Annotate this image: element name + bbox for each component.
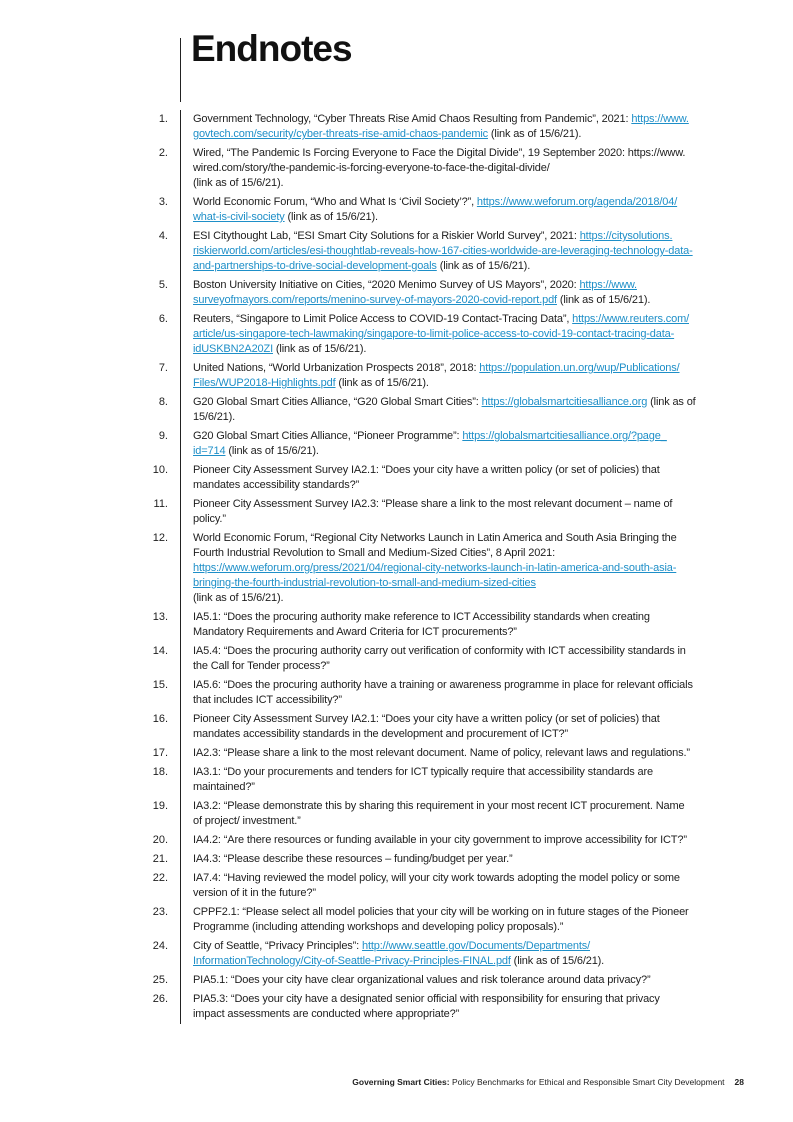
endnote-citation: City of Seattle, “Privacy Principles”: — [193, 940, 362, 952]
endnote-rule — [180, 903, 181, 937]
endnote-item — [0, 850, 793, 869]
endnote-rule — [180, 710, 181, 744]
endnote-number: 24. — [152, 940, 168, 952]
endnote-suffix: (link as of 15/6/21). — [284, 211, 378, 223]
endnote-number: 8. — [158, 396, 168, 408]
endnote-text — [193, 763, 748, 797]
endnote-item — [0, 144, 793, 193]
endnote-item — [0, 797, 793, 831]
endnote-text — [193, 797, 748, 831]
endnote-item — [0, 461, 793, 495]
endnote-text — [193, 642, 748, 676]
endnote-item — [0, 495, 793, 529]
endnote-rule — [180, 797, 181, 831]
endnote-number: 20. — [152, 834, 168, 846]
endnote-suffix: (link as of 15/6/21). — [487, 128, 582, 140]
endnote-citation: Pioneer City Assessment Survey IA2.1: “Does your city have a written policy (or set of policies) that mandates accessibility standards?” — [193, 464, 660, 491]
endnote-citation: G20 Global Smart Cities Alliance, “G20 Global Smart Cities”: — [193, 396, 482, 408]
endnote-number: 9. — [158, 430, 168, 442]
endnote-rule — [180, 495, 181, 529]
endnote-number: 7. — [158, 362, 168, 374]
endnote-text — [193, 427, 748, 461]
endnote-item — [0, 831, 793, 850]
endnote-citation: Pioneer City Assessment Survey IA2.1: “Does your city have a written policy (or set of policies) that mandates accessibility standards in the development and procurement of ICT?” — [193, 713, 660, 740]
endnote-number: 11. — [153, 498, 168, 510]
endnote-rule — [180, 310, 181, 359]
endnote-rule — [180, 831, 181, 850]
endnote-link[interactable]: https://www. govtech.com/security/cyber-threats-rise-amid-chaos-pandemic — [193, 113, 689, 140]
endnote-suffix: (link as of 15/6/21). — [193, 592, 284, 604]
endnote-rule — [180, 744, 181, 763]
endnote-rule — [180, 427, 181, 461]
endnote-citation: IA5.4: “Does the procuring authority carry out verification of conformity with ICT accessibility standards in the Call for Tender process?” — [193, 645, 686, 672]
endnote-rule — [180, 529, 181, 608]
endnote-text — [193, 276, 748, 310]
endnote-link[interactable]: https://www. surveyofmayors.com/reports/menino-survey-of-mayors-2020-covid-report.pdf — [193, 279, 637, 306]
endnote-text — [193, 850, 748, 869]
endnote-item — [0, 310, 793, 359]
endnote-item — [0, 642, 793, 676]
endnote-citation: IA4.2: “Are there resources or funding available in your city government to improve accessibility for ICT?” — [193, 834, 687, 846]
endnote-rule — [180, 144, 181, 193]
endnote-number: 13. — [152, 611, 168, 623]
endnote-item — [0, 903, 793, 937]
endnote-item — [0, 869, 793, 903]
endnote-citation: World Economic Forum, “Regional City Networks Launch in Latin America and South Asia Bringing the Fourth Industrial Revolution to Small and Medium-Sized Cities”, 8 April 2021: — [193, 532, 677, 559]
endnote-rule — [180, 990, 181, 1024]
endnote-rule — [180, 850, 181, 869]
footer-publication-title: Governing Smart Cities: — [352, 1077, 450, 1087]
endnote-text — [193, 227, 748, 276]
endnote-citation: Reuters, “Singapore to Limit Police Access to COVID-19 Contact-Tracing Data”, — [193, 313, 573, 325]
endnote-number: 22. — [152, 872, 168, 884]
endnote-rule — [180, 937, 181, 971]
endnote-suffix: (link as of 15/6/21). — [436, 260, 531, 272]
endnote-suffix: (link as of 15/6/21). — [193, 396, 696, 423]
endnote-item — [0, 193, 793, 227]
endnote-suffix: (link as of 15/6/21). — [335, 377, 429, 389]
endnote-item — [0, 676, 793, 710]
endnote-number: 14. — [152, 645, 168, 657]
endnote-link[interactable]: https://www.weforum.org/agenda/2018/04/ what-is-civil-society — [193, 196, 678, 223]
endnote-number: 6. — [158, 313, 168, 325]
endnote-item — [0, 393, 793, 427]
title-rule — [180, 38, 181, 102]
endnote-rule — [180, 608, 181, 642]
endnote-text — [193, 990, 748, 1024]
endnote-citation: CPPF2.1: “Please select all model policies that your city will be working on in future stages of the Pioneer Programme (including attending workshops and developing policy proposals).” — [193, 906, 689, 933]
endnote-item — [0, 971, 793, 990]
page-title: Endnotes — [191, 28, 352, 69]
endnote-text — [193, 310, 748, 359]
endnote-citation: IA5.1: “Does the procuring authority make reference to ICT Accessibility standards when creating Mandatory Requirements and Award Criteria for ICT procurements?” — [193, 611, 650, 638]
endnote-citation: Boston University Initiative on Cities, “2020 Menimo Survey of US Mayors”, 2020: — [193, 279, 580, 291]
endnote-rule — [180, 971, 181, 990]
endnote-number: 4. — [158, 230, 168, 242]
endnote-number: 25. — [152, 974, 168, 986]
endnote-suffix: (link as of 15/6/21). — [272, 343, 367, 355]
endnote-citation: ESI Citythought Lab, “ESI Smart City Solutions for a Riskier World Survey”, 2021: — [193, 230, 580, 242]
endnote-item — [0, 763, 793, 797]
endnote-citation: Wired, “The Pandemic Is Forcing Everyone to Face the Digital Divide”, 19 September 2020: https://www. wired.com/story/the-pandemic-is-forcing-everyone-to-face-the-digital-divide/ (link as of 15/6/21). — [193, 147, 686, 189]
endnote-rule — [180, 676, 181, 710]
page-footer — [352, 1077, 744, 1087]
endnotes-list — [0, 110, 793, 1024]
endnote-link[interactable]: https://www.weforum.org/press/2021/04/regional-city-networks-launch-in-latin-america-and-south-asia- bringing-the-fourth-industrial-revolution-to-small-and-medium-sized-cities — [193, 562, 677, 589]
endnote-number: 23. — [152, 906, 168, 918]
endnote-text — [193, 529, 748, 608]
endnote-number: 1. — [158, 113, 168, 125]
endnote-number: 5. — [158, 279, 168, 291]
endnote-link[interactable]: https://citysolutions. riskierworld.com/articles/esi-thoughtlab-reveals-how-167-cities-worldwide-are-leveraging-technology-data- and-partnerships-to-drive-social-development-goals — [193, 230, 693, 272]
endnote-text — [193, 937, 748, 971]
endnote-item — [0, 427, 793, 461]
endnote-suffix: (link as of 15/6/21). — [510, 955, 605, 967]
endnote-text — [193, 144, 748, 193]
endnote-item — [0, 937, 793, 971]
endnote-citation: IA5.6: “Does the procuring authority have a training or awareness programme in place for relevant officials that includes ICT accessibility?” — [193, 679, 693, 706]
endnote-number: 17. — [152, 747, 168, 759]
endnote-text — [193, 193, 748, 227]
endnote-link[interactable]: https://globalsmartcitiesalliance.org/?page_ id=714 — [193, 430, 667, 457]
endnote-text — [193, 676, 748, 710]
page-number: 28 — [734, 1077, 744, 1087]
endnote-rule — [180, 461, 181, 495]
endnote-number: 15. — [152, 679, 168, 691]
endnote-text — [193, 461, 748, 495]
endnote-rule — [180, 227, 181, 276]
endnote-rule — [180, 359, 181, 393]
endnote-rule — [180, 642, 181, 676]
endnote-text — [193, 710, 748, 744]
endnote-item — [0, 744, 793, 763]
endnote-text — [193, 744, 748, 763]
endnote-citation: IA2.3: “Please share a link to the most relevant document. Name of policy, relevant laws and regulations.” — [193, 747, 690, 759]
endnote-number: 10. — [152, 464, 168, 476]
endnote-item — [0, 529, 793, 608]
endnote-item — [0, 710, 793, 744]
endnote-suffix: (link as of 15/6/21). — [556, 294, 651, 306]
endnote-link[interactable]: https://www.reuters.com/ article/us-singapore-tech-lawmaking/singapore-to-limit-police-access-to-covid-19-contact-tracing-data- idUSKBN2A20ZI — [193, 313, 689, 355]
endnote-number: 3. — [158, 196, 168, 208]
endnote-number: 19. — [152, 800, 168, 812]
endnote-item — [0, 359, 793, 393]
endnote-citation: United Nations, “World Urbanization Prospects 2018”, 2018: — [193, 362, 480, 374]
endnote-item — [0, 110, 793, 144]
footer-subtitle: Policy Benchmarks for Ethical and Responsible Smart City Development — [449, 1077, 725, 1087]
endnote-citation: IA4.3: “Please describe these resources – funding/budget per year.” — [193, 853, 513, 865]
endnote-citation: World Economic Forum, “Who and What Is ‘Civil Society’?”, — [193, 196, 477, 208]
endnote-suffix: (link as of 15/6/21). — [225, 445, 319, 457]
endnote-item — [0, 276, 793, 310]
endnote-citation: IA7.4: “Having reviewed the model policy, will your city work towards adopting the model policy or some version of it in the future?” — [193, 872, 680, 899]
endnote-text — [193, 110, 748, 144]
endnote-rule — [180, 763, 181, 797]
endnote-text — [193, 359, 748, 393]
endnote-text — [193, 971, 748, 990]
endnote-rule — [180, 393, 181, 427]
endnote-citation: PIA5.1: “Does your city have clear organizational values and risk tolerance around data privacy?” — [193, 974, 651, 986]
endnote-citation: IA3.1: “Do your procurements and tenders for ICT typically require that accessibility standards are maintained?” — [193, 766, 653, 793]
endnote-rule — [180, 193, 181, 227]
endnote-text — [193, 869, 748, 903]
endnote-citation: Pioneer City Assessment Survey IA2.3: “Please share a link to the most relevant document – name of policy.” — [193, 498, 673, 525]
endnote-number: 18. — [152, 766, 168, 778]
endnote-rule — [180, 276, 181, 310]
endnote-link[interactable]: https://population.un.org/wup/Publications/ Files/WUP2018-Highlights.pdf — [193, 362, 680, 389]
endnote-item — [0, 990, 793, 1024]
endnote-rule — [180, 110, 181, 144]
endnote-number: 12. — [152, 532, 168, 544]
endnote-text — [193, 608, 748, 642]
endnote-citation: G20 Global Smart Cities Alliance, “Pioneer Programme”: — [193, 430, 463, 442]
endnote-number: 26. — [152, 993, 168, 1005]
endnote-citation: Government Technology, “Cyber Threats Rise Amid Chaos Resulting from Pandemic”, 2021: — [193, 113, 632, 125]
endnote-text — [193, 831, 748, 850]
endnote-number: 2. — [158, 147, 168, 159]
endnote-item — [0, 227, 793, 276]
endnote-item — [0, 608, 793, 642]
endnote-number: 16. — [152, 713, 168, 725]
endnote-text — [193, 495, 748, 529]
endnote-rule — [180, 869, 181, 903]
endnote-link[interactable]: https://globalsmartcitiesalliance.org — [481, 396, 648, 408]
endnote-number: 21. — [152, 853, 168, 865]
endnote-citation: PIA5.3: “Does your city have a designated senior official with responsibility for ensuring that privacy impact assessments are conducted where appropriate?” — [193, 993, 660, 1020]
endnote-text — [193, 903, 748, 937]
endnote-citation: IA3.2: “Please demonstrate this by sharing this requirement in your most recent ICT procurement. Name of project/ investment.” — [193, 800, 685, 827]
endnote-text — [193, 393, 748, 427]
endnote-link[interactable]: http://www.seattle.gov/Documents/Departments/ InformationTechnology/City-of-Seattle-Privacy-Principles-FINAL.pdf — [193, 940, 591, 967]
